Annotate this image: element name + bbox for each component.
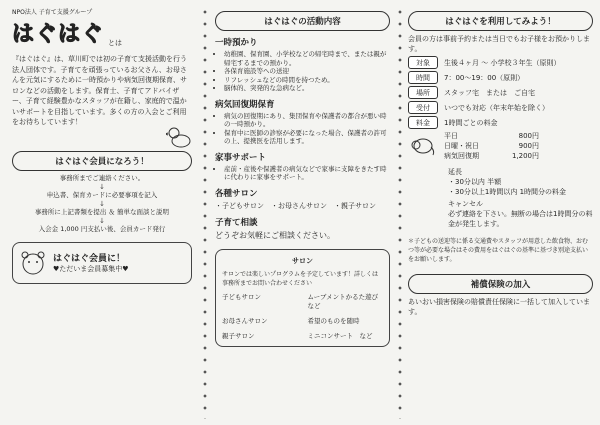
usage-row: 時間 7：00〜19：00（原則） [408, 71, 593, 84]
salon-tag: サロン [292, 256, 313, 265]
usage-table [408, 56, 593, 129]
member-banner: はぐはぐ会員になろう！ [12, 151, 192, 171]
bear-icon [19, 249, 47, 277]
extension: 延長 ・30分以内 半額 ・30分以上1時間以内 1時間分の料金 キャンセル 必ず連絡を下さい。無断の場合は1時間分の料金が発生します。 [448, 168, 593, 228]
step: 事務所までご連絡ください。 [59, 173, 145, 182]
logo: はぐはぐ [12, 22, 105, 47]
elephant-icon [410, 135, 436, 157]
badge-sub: ♥ただいま会員募集中♥ [53, 265, 129, 273]
step: 入会金 1,000 円支払い後、会員カード発行 [38, 224, 166, 233]
duck-icon [12, 126, 192, 148]
badge-title: はぐはぐ会員に！ [53, 254, 126, 264]
arrow-down-icon: ↓ [99, 199, 105, 208]
usage-row: 料金 1時間ごとの料金 [408, 116, 593, 129]
usage-lead: 会員の方は事前予約または当日でもお子様をお預かりします。 [408, 35, 590, 53]
section-sick-recovery: 病気回復期保育 • 病気の回復期にあり、集団保育や保護者の都合が悪い時の一時預かり。 • 保育中に医師の診察が必要になった場合、保護者の許可の上、提携医を活用します。 [215, 98, 390, 146]
logo-line [12, 17, 192, 48]
usage-banner: はぐはぐを利用してみよう！ [408, 11, 593, 31]
closing-text: どうぞお気軽にご相談ください。 [215, 230, 335, 240]
logo-suffix: とは [108, 39, 123, 47]
salon-box [215, 249, 390, 347]
section-housework: 家事サポート • 産前・産後や保護者の病気などで家事に支障をきたす時に代わりに家事をサポート。 [215, 151, 390, 182]
usage-row: 場所 スタッフ宅 または ご自宅 [408, 86, 593, 99]
member-badge [12, 242, 192, 284]
middle-panel [215, 8, 390, 418]
arrow-down-icon: ↓ [99, 182, 105, 191]
salon-intro: サロンでは楽しいプログラムを予定しています！詳しくは事務所までお問い合わせください [222, 270, 378, 287]
join-steps [12, 174, 192, 234]
step: 事務所に上記書類を提出 ＆ 簡単な面談と説明 [34, 207, 170, 216]
section-salon: 各種サロン ・子どもサロン ・お母さんサロン ・親子サロン [215, 188, 376, 210]
usage-row: 受付 いつでも対応（年末年始を除く） [408, 101, 593, 114]
salon-grid: 子どもサロン ムーブメントかるた遊び など お母さんサロン 希望のものを随時 親子サロン ミニコンサート など [222, 292, 385, 340]
usage-row: 対象 生後４ヶ月 〜 小学校３年生（原則） [408, 56, 593, 69]
arrow-down-icon: ↓ [99, 216, 105, 225]
intro-text: 『はぐはぐ』は、草川町では初の子育て支援活動を行う法人団体です。子育てを頑張っているお父さん、お母さんを元気にするために一時預かりや病気回復期保育、サロンなどの活動をします。保育士、子育てアドバイザー、子育て経験豊かなスタッフが在籍し、家庭的で温かいサポートを目指しています。多くの方の入会とご利用をお待ちしています！ [12, 55, 187, 126]
insurance-banner: 補償保険の加入 [408, 274, 593, 294]
note: ＊子どもの送迎等に係る交通費やスタッフが用意した飲食物、おむつ等が必要な場合はその費用をはぐはぐの基準に基づき別途支払いをお願いします。 [408, 238, 589, 263]
step: 申込書、保育カードに必要事項を記入 [46, 190, 158, 199]
org-name: NPO法人 子育て支援グループ [12, 9, 93, 16]
insurance-text: あいおい損害保険の賠償責任保険に一括して加入しています。 [408, 298, 590, 316]
right-panel [408, 8, 593, 418]
fold-perforation [203, 6, 207, 419]
fold-perforation [398, 6, 402, 419]
fee-list: 平日 800円 日曜・祝日 900円 病気回復期 1,200円 [410, 131, 593, 161]
left-panel [12, 8, 192, 418]
section-consult: 子育て相談 [215, 217, 258, 228]
activities-banner: はぐはぐの活動内容 [215, 11, 390, 31]
section-temporary-care: 一時預かり • 幼稚園、保育園、小学校などの帰宅時まで、または親が帰宅するまでの預かり。 • 各保育施設等への送迎 • リフレッシュなどの時間を持つため。 • 脳体的、突発的な急病など。 [215, 36, 390, 93]
